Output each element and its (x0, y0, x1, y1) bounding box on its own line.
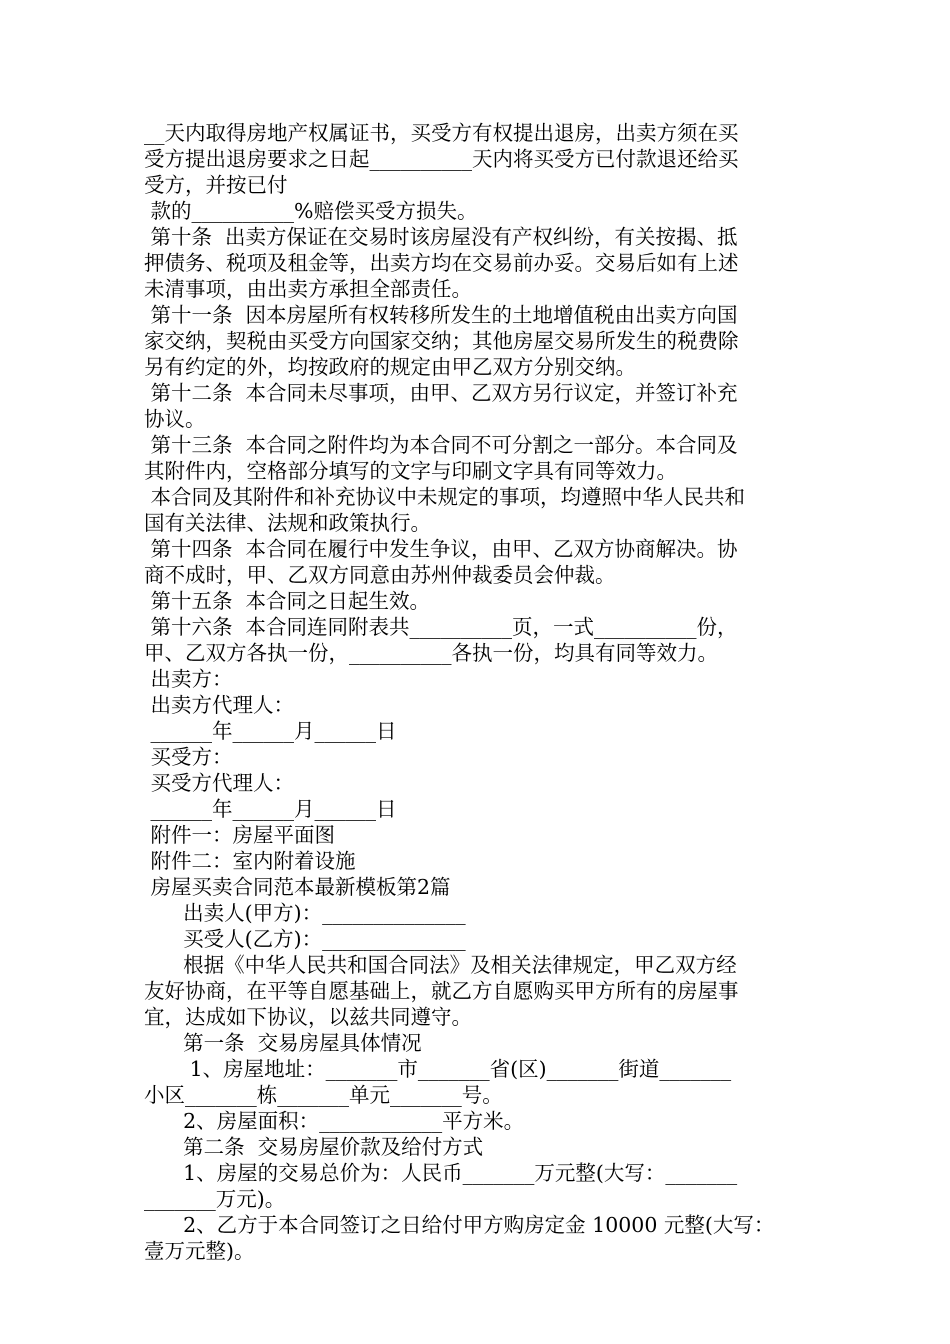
text-line: 受方，并按已付 (144, 173, 288, 197)
text-line: 受方提出退房要求之日起__________天内将买受方已付款退还给买 (144, 147, 739, 171)
text-line: 押债务、税项及租金等，出卖方均在交易前办妥。交易后如有上述 (144, 251, 739, 275)
text-line: 宜，达成如下协议，以兹共同遵守。 (144, 1005, 472, 1029)
text-line: 商不成时，甲、乙双方同意由苏州仲裁委员会仲裁。 (144, 563, 616, 587)
contract-page (144, 120, 809, 1264)
clause-16: 第十六条 本合同连同附表共__________页，一式__________份， (144, 615, 738, 639)
text-line: 其附件内，空格部分填写的文字与印刷文字具有同等效力。 (144, 459, 677, 483)
clause-14: 第十四条 本合同在履行中发生争议，由甲、乙双方协商解决。协 (144, 537, 738, 561)
text-line: 友好协商，在平等自愿基础上，就乙方自愿购买甲方所有的房屋事 (144, 979, 739, 1003)
text-line: _______万元)。 (144, 1187, 286, 1211)
article-1-heading: 第一条 交易房屋具体情况 (144, 1031, 422, 1055)
clause-11: 第十一条 因本房屋所有权转移所发生的土地增值税由出卖方向国 (144, 303, 738, 327)
text-line: 未清事项，由出卖方承担全部责任。 (144, 277, 472, 301)
text-line: 另有约定的外，均按政府的规定由甲乙双方分别交纳。 (144, 355, 636, 379)
buyer-agent-label: 买受方代理人： (144, 771, 295, 795)
clause-15: 第十五条 本合同之日起生效。 (144, 589, 431, 613)
text-line: __天内取得房地产权属证书，买受方有权提出退房，出卖方须在买 (144, 121, 739, 145)
attachment-2: 附件二：室内附着设施 (144, 849, 356, 873)
total-price-line: 1、房屋的交易总价为：人民币_______万元整(大写：_______ (144, 1161, 738, 1185)
section-title: 房屋买卖合同范本最新模板第2篇 (144, 875, 451, 899)
text-line: 本合同及其附件和补充协议中未规定的事项，均遵照中华人民共和 (144, 485, 746, 509)
article-2-heading: 第二条 交易房屋价款及给付方式 (144, 1135, 484, 1159)
area-line: 2、房屋面积：____________平方米。 (144, 1109, 525, 1133)
text-line: 小区_______栋_______单元_______号。 (144, 1083, 503, 1107)
buyer-signature-label: 买受方： (144, 745, 233, 769)
date-blank: ______年______月______日 (144, 719, 397, 743)
text-line: 甲、乙双方各执一份，__________各执一份，均具有同等效力。 (144, 641, 718, 665)
clause-13: 第十三条 本合同之附件均为本合同不可分割之一部分。本合同及 (144, 433, 738, 457)
text-line: 协议。 (144, 407, 206, 431)
text-line: 款的__________%赔偿买受方损失。 (144, 199, 478, 223)
preamble: 根据《中华人民共和国合同法》及相关法律规定，甲乙双方经 (144, 953, 737, 977)
party-b-line: 买受人(乙方)：______________ (144, 927, 466, 951)
clause-12: 第十二条 本合同未尽事项，由甲、乙双方另行议定，并签订补充 (144, 381, 738, 405)
text-line: 国有关法律、法规和政策执行。 (144, 511, 431, 535)
attachment-1: 附件一：房屋平面图 (144, 823, 336, 847)
text-line: 壹万元整)。 (144, 1239, 255, 1263)
date-blank: ______年______月______日 (144, 797, 397, 821)
party-a-line: 出卖人(甲方)：______________ (144, 901, 466, 925)
text-line: 家交纳，契税由买受方向国家交纳；其他房屋交易所发生的税费除 (144, 329, 739, 353)
address-line: 1、房屋地址：_______市_______省(区)_______街道_______ (144, 1057, 732, 1081)
seller-agent-label: 出卖方代理人： (144, 693, 295, 717)
clause-10: 第十条 出卖方保证在交易时该房屋没有产权纠纷，有关按揭、抵 (144, 225, 738, 249)
seller-signature-label: 出卖方： (144, 667, 233, 691)
deposit-line: 2、乙方于本合同签订之日给付甲方购房定金 10000 元整(大写： (144, 1213, 775, 1237)
